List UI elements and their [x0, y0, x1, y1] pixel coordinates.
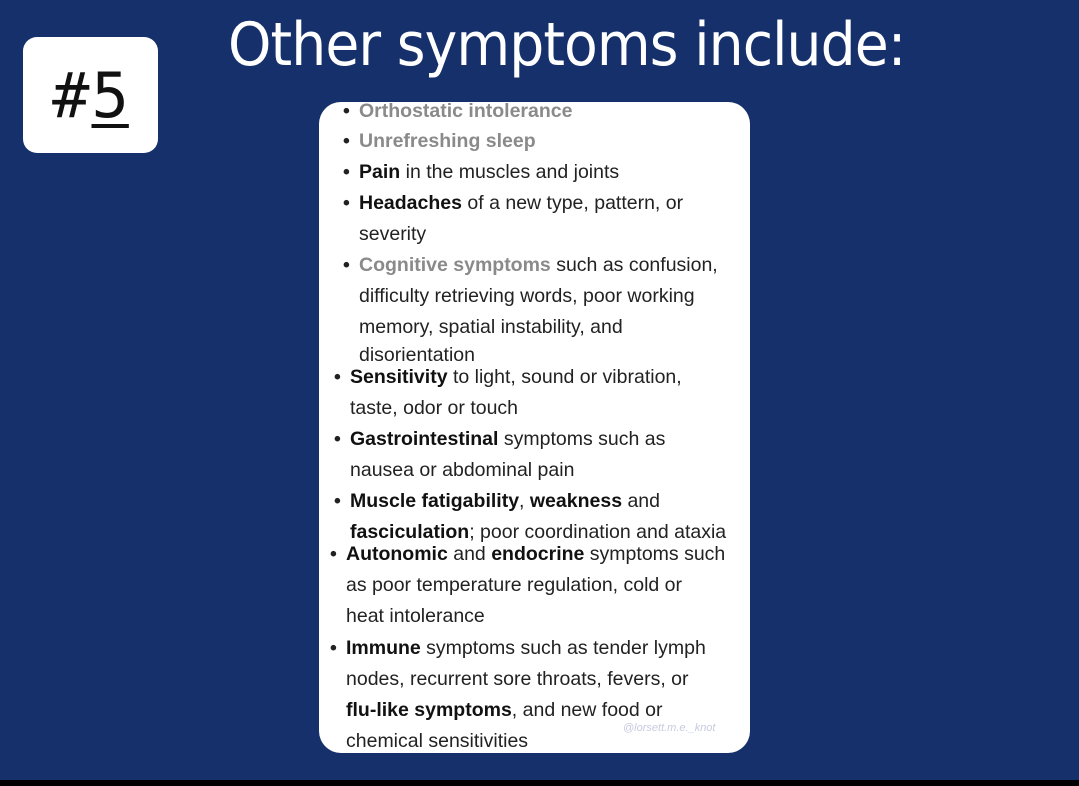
bullet-icon: • [334, 490, 341, 512]
symptoms-card [319, 102, 750, 753]
symptom-item: • Autonomic and endocrine symptoms such as poor temperature regulation, cold or heat intolerance [346, 539, 725, 632]
symptom-item: • Cognitive symptoms such as confusion, difficulty retrieving words, poor working memory, spatial instability, and disorientation [359, 250, 718, 374]
symptom-item: • Orthostatic intolerance [359, 102, 572, 127]
watermark: @lorsett.m.e._knot [623, 722, 716, 734]
slide-number-badge [23, 37, 158, 153]
symptom-item: • Headaches of a new type, pattern, or severity [359, 188, 683, 250]
slide-number-label [23, 37, 158, 153]
bullet-icon: • [343, 254, 350, 276]
slide-title: Other symptoms include: [228, 10, 906, 80]
bullet-icon: • [330, 543, 337, 565]
symptom-item: • Unrefreshing sleep [359, 126, 536, 157]
bullet-icon: • [343, 192, 350, 214]
symptom-item: • Gastrointestinal symptoms such as nausea or abdominal pain [350, 424, 665, 486]
bullet-icon: • [334, 428, 341, 450]
bullet-icon: • [343, 102, 350, 122]
symptom-item: • Muscle fatigability, weakness and fasciculation; poor coordination and ataxia [350, 486, 726, 548]
slide-number: 5 [91, 58, 129, 132]
hash-symbol: # [52, 58, 90, 132]
bottom-border [0, 780, 1079, 786]
symptom-item: • Pain in the muscles and joints [359, 157, 619, 188]
bullet-icon: • [343, 130, 350, 152]
bullet-icon: • [343, 161, 350, 183]
symptom-item: • Sensitivity to light, sound or vibration, taste, odor or touch [350, 362, 682, 424]
symptom-item: • Immune symptoms such as tender lymph nodes, recurrent sore throats, fevers, or flu-like symptoms, and new food or chemical sensitivities [346, 633, 706, 753]
bullet-icon: • [334, 366, 341, 388]
bullet-icon: • [330, 637, 337, 659]
